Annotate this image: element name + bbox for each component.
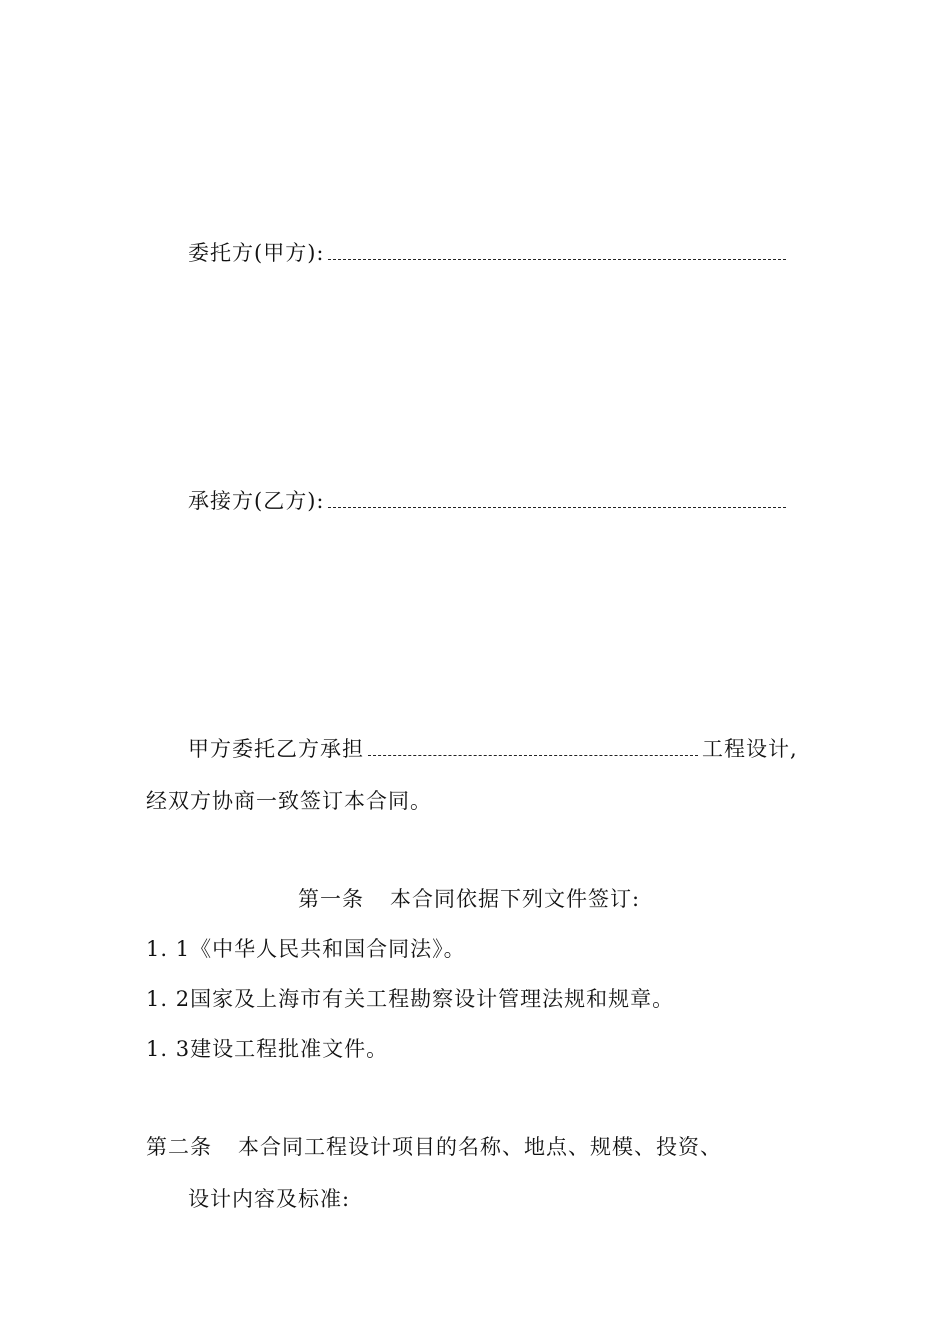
article-2-number: 第二条 (146, 1135, 212, 1159)
intro-after-blank: 工程设计, (702, 737, 798, 761)
article-1-item: 1. 3建设工程批准文件。 (146, 1037, 389, 1061)
article-1-item: 1. 1《中华人民共和国合同法》。 (146, 937, 466, 961)
article-2-title: 本合同工程设计项目的名称、地点、规模、投资、 (238, 1135, 722, 1159)
article-2-heading (146, 1132, 722, 1162)
party-a-label: 委托方(甲方): (188, 241, 325, 265)
party-b-blank (328, 489, 786, 508)
intro-before-blank: 甲方委托乙方承担 (188, 737, 364, 761)
party-b-line (188, 486, 786, 516)
article-1-number: 第一条 (298, 887, 364, 911)
intro-line-2: 经双方协商一致签订本合同。 (146, 789, 432, 813)
article-1-item: 1. 2国家及上海市有关工程勘察设计管理法规和规章。 (146, 987, 675, 1011)
article-2-title-continued: 设计内容及标准: (188, 1187, 351, 1211)
intro-line-1 (188, 734, 798, 764)
article-1-title: 本合同依据下列文件签订: (390, 887, 641, 911)
party-a-line (188, 238, 786, 268)
project-name-blank (368, 737, 698, 756)
party-a-blank (328, 241, 786, 260)
party-b-label: 承接方(乙方): (188, 489, 325, 513)
article-1-heading (298, 884, 640, 914)
